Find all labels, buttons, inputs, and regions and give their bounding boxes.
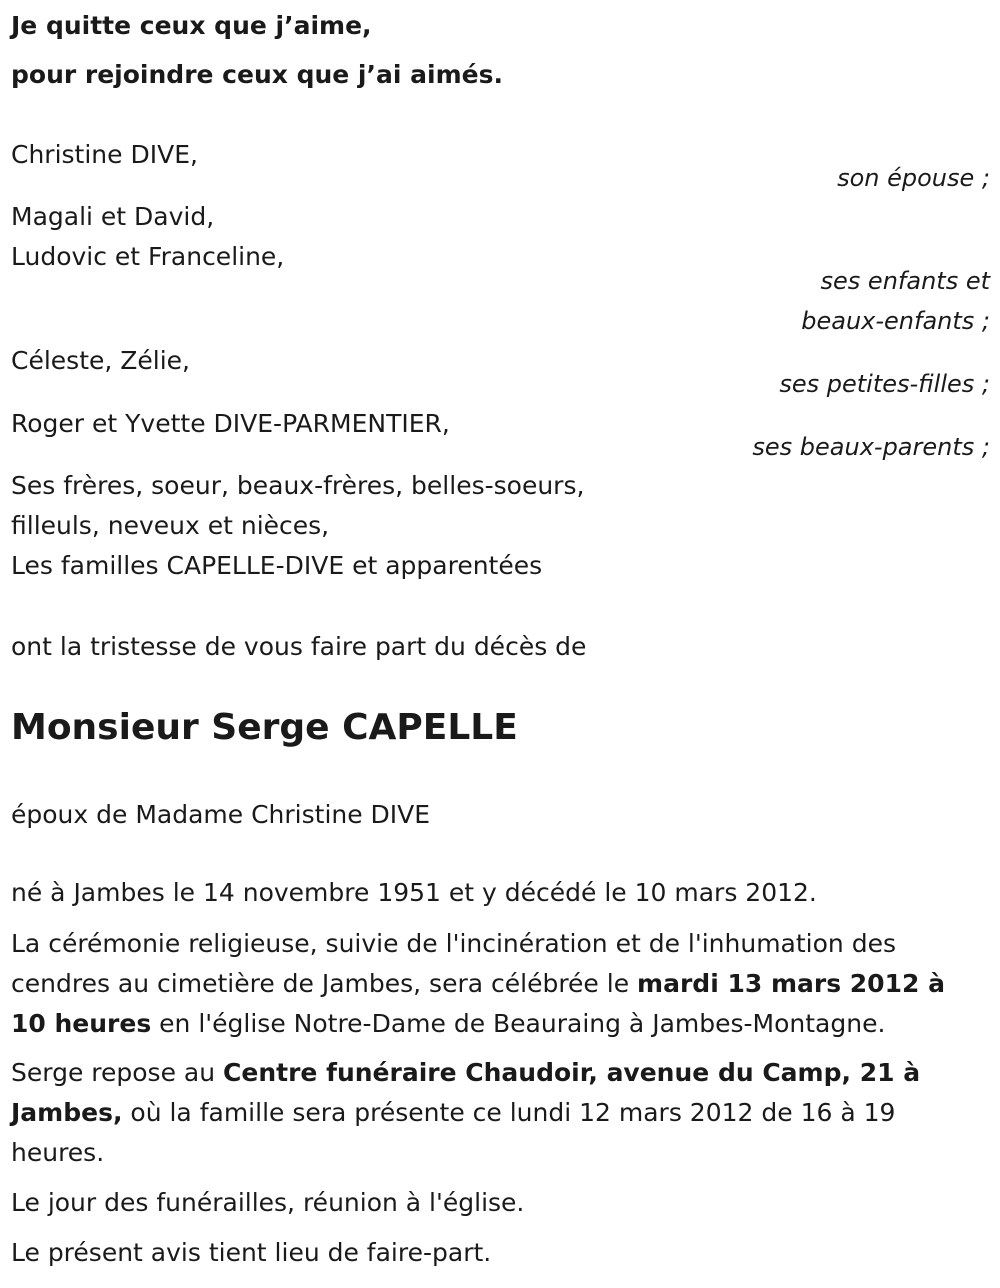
family-relation: ses enfants et — [820, 267, 990, 295]
ceremony-location-text: en l'église Notre-Dame de Beauraing à Jambes-Montagne. — [151, 1009, 886, 1038]
family-relation: ses beaux-parents ; — [752, 433, 990, 461]
family-name: Magali et David, — [11, 202, 215, 231]
ceremony-text: La cérémonie religieuse, suivie de l'incinération et de l'inhumation des cendres au cimetière de Jambes, sera célébrée le — [11, 929, 896, 998]
repose-text: Serge repose au — [11, 1058, 224, 1087]
repose-paragraph — [11, 1053, 983, 1173]
family-relation: ses petites-filles ; — [779, 370, 990, 398]
family-name: Ludovic et Franceline, — [11, 242, 285, 271]
family-name: Christine DIVE, — [11, 140, 198, 169]
epigraph-line-1: Je quitte ceux que j’aime, — [11, 11, 372, 40]
family-name: Céleste, Zélie, — [11, 346, 190, 375]
family-relation: beaux-enfants ; — [801, 307, 990, 335]
family-relation: son épouse ; — [837, 164, 990, 192]
repose-visit-text: où la famille sera présente ce lundi 12 mars 2012 de 16 à 19 heures. — [11, 1098, 896, 1167]
announcement-text: ont la tristesse de vous faire part du décès de — [11, 632, 587, 661]
notice-line: Le présent avis tient lieu de faire-part. — [11, 1238, 492, 1267]
ceremony-paragraph — [11, 924, 983, 1044]
birth-death-line: né à Jambes le 14 novembre 1951 et y décédé le 10 mars 2012. — [11, 878, 817, 907]
family-name: filleuls, neveux et nièces, — [11, 511, 330, 540]
family-name: Roger et Yvette DIVE-PARMENTIER, — [11, 409, 450, 438]
family-name: Ses frères, soeur, beaux-frères, belles-soeurs, — [11, 471, 585, 500]
meeting-line: Le jour des funérailles, réunion à l'église. — [11, 1188, 525, 1217]
ceremony-date-time: mardi 13 mars 2012 à 10 heures — [11, 969, 945, 1038]
family-name: Les familles CAPELLE-DIVE et apparentées — [11, 551, 543, 580]
epigraph-line-2: pour rejoindre ceux que j’ai aimés. — [11, 60, 503, 89]
deceased-name: Monsieur Serge CAPELLE — [11, 707, 518, 748]
spouse-line: époux de Madame Christine DIVE — [11, 800, 431, 829]
repose-location: Centre funéraire Chaudoir, avenue du Camp, 21 à Jambes, — [11, 1058, 921, 1127]
